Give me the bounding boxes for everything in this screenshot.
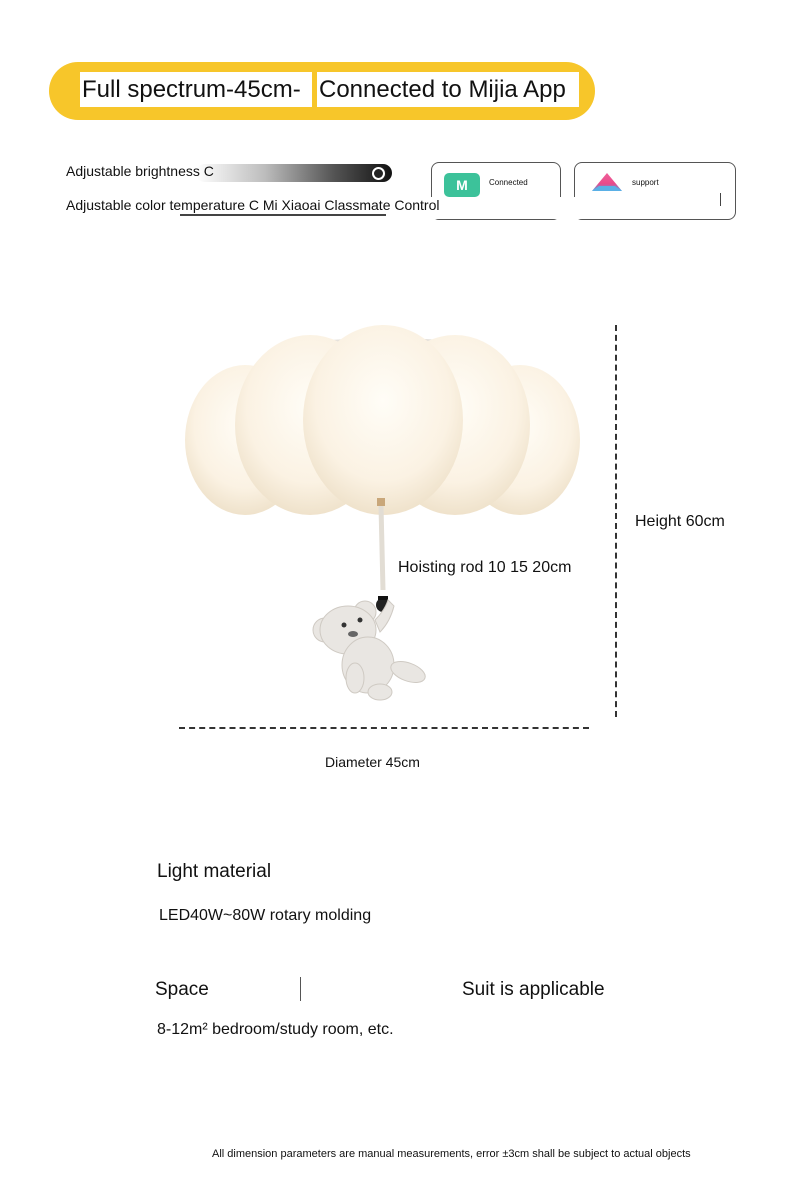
space-value: 8-12m² bedroom/study room, etc.	[157, 1021, 394, 1038]
diameter-dimension-line	[179, 727, 589, 729]
banner-text-mijia: Connected to Mijia App	[317, 72, 579, 107]
rod-length-label: Hoisting rod 10 15 20cm	[398, 559, 572, 576]
mijia-card-text: Connected	[489, 178, 528, 187]
height-label: Height 60cm	[635, 513, 725, 530]
banner-text-spectrum: Full spectrum-45cm-	[80, 72, 312, 107]
mijia-app-icon: M	[444, 173, 480, 197]
diameter-label: Diameter 45cm	[325, 754, 420, 770]
card-overlay	[431, 197, 571, 219]
xiaoai-speaker-icon	[590, 171, 624, 193]
brightness-slider-knob	[372, 167, 385, 180]
suitable-title: Suit is applicable	[462, 979, 605, 1000]
xiaoai-card-text: support	[632, 178, 659, 187]
material-value: LED40W~80W rotary molding	[159, 907, 372, 924]
brightness-slider	[196, 164, 392, 182]
measurement-footnote: All dimension parameters are manual measurements, error ±3cm shall be subject to actual objects	[212, 1148, 691, 1160]
height-dimension-line	[615, 325, 617, 717]
brightness-label: Adjustable brightness C	[66, 163, 214, 179]
card-overlay	[565, 197, 715, 219]
color-temperature-slider	[180, 214, 386, 216]
divider	[300, 977, 301, 1001]
cloud-lamp-image	[150, 320, 620, 720]
color-temperature-label: Adjustable color temperature C Mi Xiaoai Classmate Control	[66, 197, 440, 213]
space-title: Space	[155, 979, 209, 1000]
material-title: Light material	[157, 861, 272, 882]
divider	[720, 193, 721, 206]
